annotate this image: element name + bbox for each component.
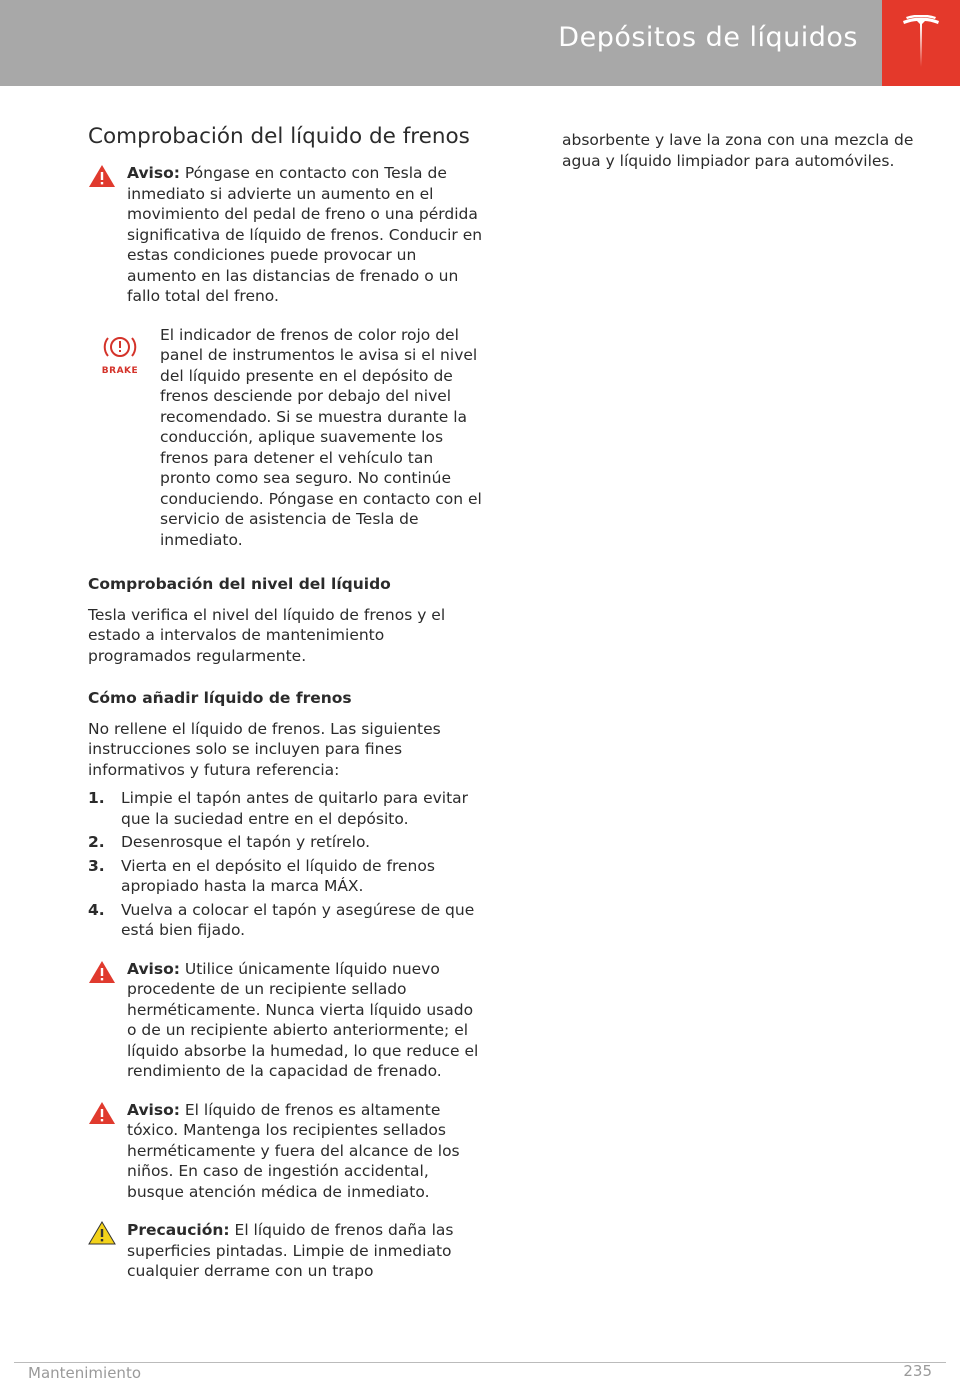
footer-section: Mantenimiento [28,1364,141,1382]
step-item [88,856,483,897]
step-text: Limpie el tapón antes de quitarlo para evitar que la suciedad entre en el depósito. [121,789,469,828]
step-number: 1. [88,789,105,807]
step-number: 2. [88,833,105,851]
caution-text: El líquido de frenos daña las superficies pintadas. Limpie de inmediato cualquier derrame con un trapo [127,1221,454,1280]
brake-warning-icon [100,333,140,376]
step-text: Desenrosque el tapón y retírelo. [121,833,371,851]
warning-label: Aviso: [127,959,180,978]
caution-label: Precaución: [127,1221,230,1239]
step-item [88,788,483,829]
left-column [88,124,483,1300]
brake-text: El indicador de frenos de color rojo del panel de instrumentos le avisa si el nivel del líquido presente en el depósito de frenos desciende por debajo del nivel recomendado. Si se muestra durante la conducción, aplique suavemente los frenos para detener el vehículo tan pronto como sea seguro. No continúe conduciendo. Póngase en contacto con el servicio de asistencia de Tesla de inmediato. [160,325,482,549]
logo-box [882,0,960,86]
warning-text: Utilice únicamente líquido nuevo procedente de un recipiente sellado herméticamente. Nunca vierta líquido usado o de un recipiente abierto anteriormente; el líquido absorbe la humedad, lo que reduce el rendimiento de la capacidad de frenado. [127,959,479,1080]
warning-notice [88,1100,483,1203]
level-text: Tesla verifica el nivel del líquido de frenos y el estado a intervalos de mantenimiento programados regularmente. [88,605,446,665]
step-number: 3. [88,856,105,875]
step-item [88,900,483,941]
page-title: Depósitos de líquidos [558,22,858,53]
continued-text: absorbente y lave la zona con una mezcla de agua y líquido limpiador para automóviles. [562,131,914,170]
warning-text: Póngase en contacto con Tesla de inmediato si advierte un aumento en el movimiento del pedal de freno o una pérdida significativa de líquido de frenos. Conducir en estas condiciones puede provocar un aumento en las distancias de frenado o un fallo total del freno. [127,164,483,305]
warning-notice [88,163,483,307]
tesla-logo-icon [901,15,941,67]
brake-indicator-block [88,325,483,551]
brake-icon-label: BRAKE [101,365,139,376]
warning-triangle-icon [88,164,116,188]
warning-triangle-icon [88,960,116,984]
add-subtitle: Cómo añadir líquido de frenos [88,689,352,707]
step-number: 4. [88,900,105,919]
caution-triangle-icon [88,1221,116,1245]
caution-notice [88,1220,483,1282]
footer-divider [14,1362,946,1363]
step-item [88,832,483,853]
step-text: Vierta en el depósito el líquido de frenos apropiado hasta la marca MÁX. [121,856,435,895]
warning-text: El líquido de frenos es altamente tóxico. Mantenga los recipientes sellados herméticamente y fuera del alcance de los niños. En caso de ingestión accidental, busque atención médica de inmediato. [127,1100,460,1201]
step-text: Vuelva a colocar el tapón y asegúrese de que está bien fijado. [121,900,475,939]
warning-label: Aviso: [127,164,180,182]
warning-notice [88,959,483,1082]
page-number: 235 [903,1362,932,1380]
warning-triangle-icon [88,1101,116,1125]
warning-label: Aviso: [127,1100,180,1119]
add-text: No rellene el líquido de frenos. Las siguientes instrucciones solo se incluyen para fines informativos y futura referencia: [88,719,441,779]
right-column [562,130,932,171]
level-subtitle: Comprobación del nivel del líquido [88,575,391,593]
section-title: Comprobación del líquido de frenos [88,124,470,149]
